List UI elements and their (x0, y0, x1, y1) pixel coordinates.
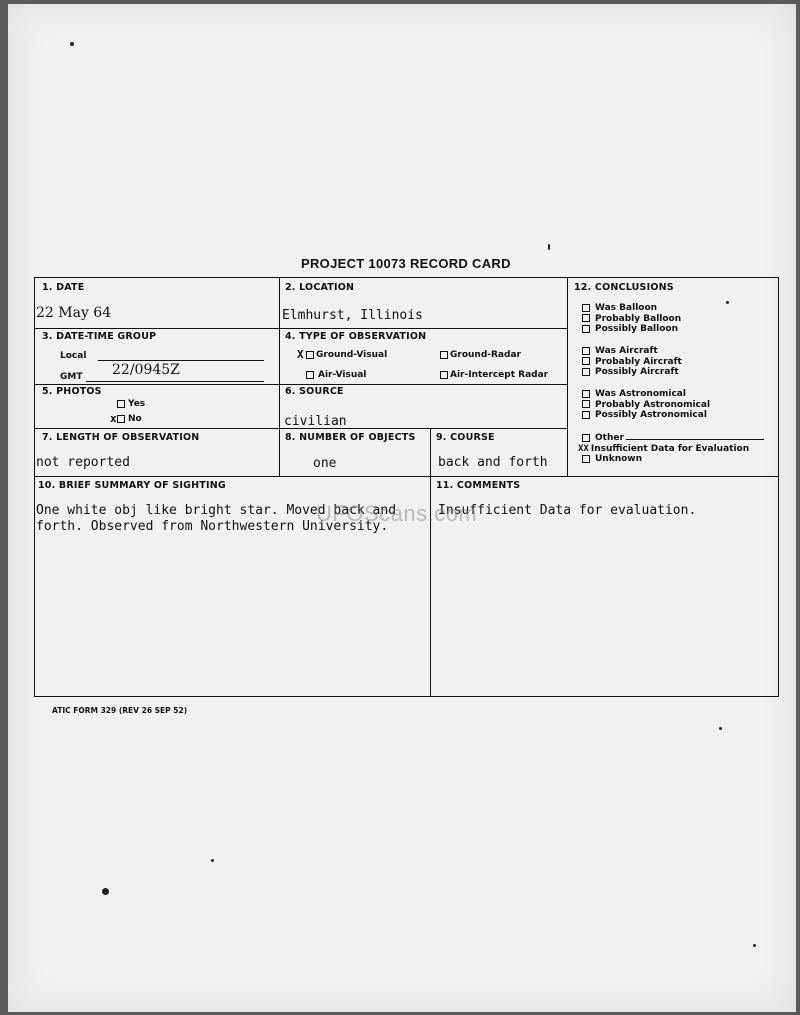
summary-line-1: One white obj like bright star. Moved back and (36, 503, 397, 518)
photos-check-mark: x (110, 412, 117, 425)
document-page (8, 4, 796, 1012)
checkbox-icon (582, 304, 590, 312)
conclusion-item: Probably Astronomical (582, 400, 710, 411)
other-fill-line (626, 432, 764, 440)
checkbox-icon (582, 368, 590, 376)
location-label: 2. LOCATION (285, 282, 355, 293)
divider (279, 278, 280, 477)
summary-label: 10. BRIEF SUMMARY OF SIGHTING (38, 480, 226, 491)
photos-option-no: No (117, 414, 142, 424)
local-line (98, 360, 264, 361)
scan-speck (726, 301, 729, 304)
conclusion-group-aircraft (582, 346, 682, 378)
divider (35, 384, 568, 385)
date-label: 1. DATE (42, 282, 85, 293)
type-option-ground-radar: Ground-Radar (440, 350, 521, 360)
checkbox-icon (306, 371, 314, 379)
date-value: 22 May 64 (36, 305, 112, 321)
checkbox-icon (582, 314, 590, 322)
dtg-label: 3. DATE-TIME GROUP (42, 331, 157, 342)
conclusion-item-selected: XX Insufficient Data for Evaluation (578, 443, 750, 454)
checkbox-icon (582, 390, 590, 398)
checkbox-icon (582, 357, 590, 365)
checkbox-icon (306, 351, 314, 359)
summary-line-2: forth. Observed from Northwestern University. (36, 519, 389, 534)
scan-speck (102, 888, 109, 895)
checkbox-icon (582, 455, 590, 463)
watermark: UFOScans.com (316, 501, 478, 526)
conclusion-group-balloon (582, 303, 681, 335)
checkbox-icon (440, 371, 448, 379)
gmt-value: 22/0945Z (112, 362, 180, 378)
type-label: 4. TYPE OF OBSERVATION (285, 331, 427, 342)
checkbox-icon (582, 347, 590, 355)
comments-label: 11. COMMENTS (436, 480, 521, 491)
conclusion-item: Possibly Aircraft (582, 367, 682, 378)
type-check-mark: X (297, 348, 304, 361)
conclusion-item: Possibly Balloon (582, 324, 681, 335)
conclusion-item: Probably Aircraft (582, 357, 682, 368)
checkbox-icon (440, 351, 448, 359)
location-value: Elmhurst, Illinois (282, 308, 423, 323)
scan-speck (753, 944, 756, 947)
type-option-ground-visual: Ground-Visual (306, 350, 387, 360)
comments-value: Insufficient Data for evaluation. (438, 503, 697, 518)
checkbox-icon (117, 415, 125, 423)
checkbox-icon (582, 411, 590, 419)
objects-label: 8. NUMBER OF OBJECTS (285, 432, 416, 443)
course-value: back and forth (438, 455, 548, 470)
conclusion-item: Possibly Astronomical (582, 410, 710, 421)
photos-option-yes: Yes (117, 399, 145, 409)
divider (35, 476, 779, 477)
scan-speck (211, 859, 214, 862)
conclusion-item: Was Balloon (582, 303, 681, 314)
conclusion-check-mark: XX (578, 443, 589, 454)
objects-value: one (313, 456, 337, 471)
conclusion-group-other (578, 432, 764, 465)
divider (430, 428, 431, 477)
source-label: 6. SOURCE (285, 386, 344, 397)
checkbox-icon (117, 400, 125, 408)
scan-speck (70, 42, 74, 46)
source-value: civilian (284, 414, 347, 429)
length-label: 7. LENGTH OF OBSERVATION (42, 432, 200, 443)
type-option-air-intercept-radar: Air-Intercept Radar (440, 370, 548, 380)
divider (35, 328, 568, 329)
course-label: 9. COURSE (436, 432, 495, 443)
checkbox-icon (582, 434, 590, 442)
type-option-air-visual: Air-Visual (306, 370, 366, 380)
card-title: PROJECT 10073 RECORD CARD (301, 256, 511, 271)
gmt-label: GMT (60, 372, 83, 382)
photos-label: 5. PHOTOS (42, 386, 102, 397)
conclusion-item: Unknown (582, 454, 764, 465)
conclusion-item-other: Other (582, 432, 764, 444)
checkbox-icon (582, 400, 590, 408)
divider (567, 278, 568, 477)
conclusions-label: 12. CONCLUSIONS (574, 282, 674, 293)
local-label: Local (60, 351, 87, 361)
scan-speck (548, 244, 550, 250)
conclusion-group-astronomical (582, 389, 710, 421)
form-number: ATIC FORM 329 (REV 26 SEP 52) (52, 706, 188, 715)
gmt-line (86, 381, 264, 382)
conclusion-item: Was Astronomical (582, 389, 710, 400)
scan-speck (719, 727, 722, 730)
checkbox-icon (582, 325, 590, 333)
conclusion-item: Was Aircraft (582, 346, 682, 357)
length-value: not reported (36, 455, 130, 470)
conclusion-item: Probably Balloon (582, 314, 681, 325)
